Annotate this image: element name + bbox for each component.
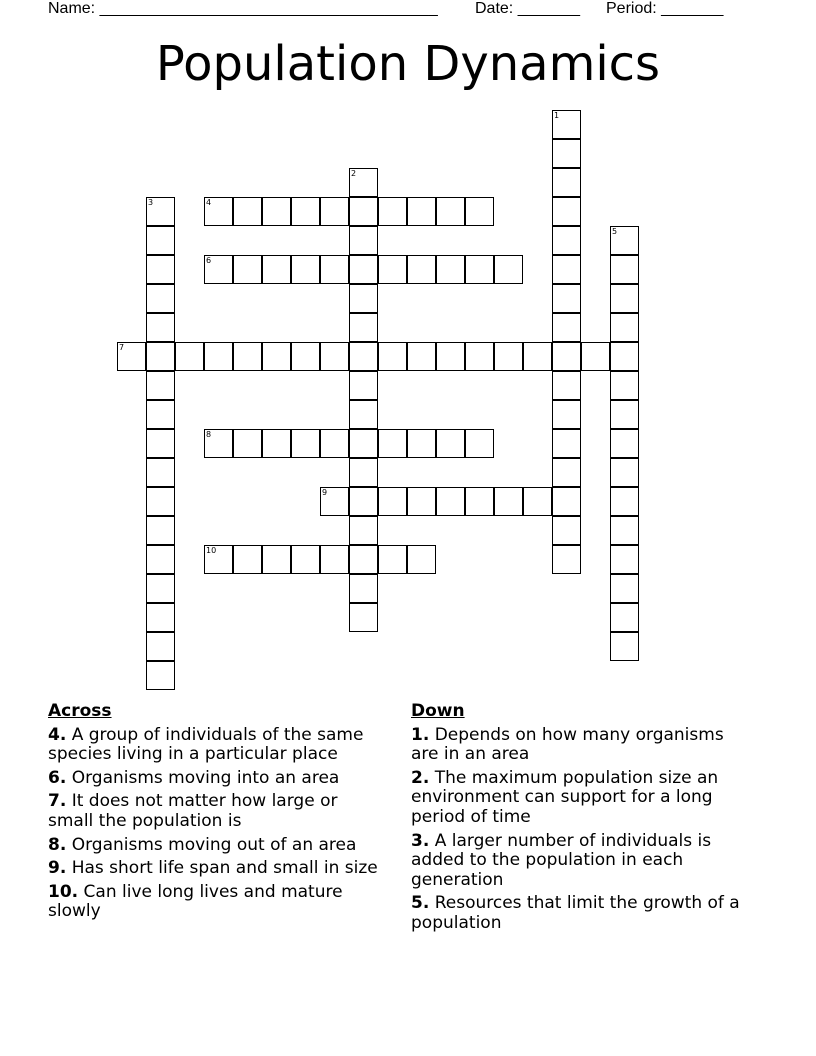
grid-cell[interactable] bbox=[146, 487, 175, 516]
grid-cell[interactable] bbox=[552, 139, 581, 168]
grid-cell[interactable] bbox=[552, 226, 581, 255]
clue-number-label: 6. bbox=[48, 767, 67, 788]
grid-cell[interactable] bbox=[407, 545, 436, 574]
down-clue bbox=[411, 769, 751, 828]
grid-cell[interactable] bbox=[407, 197, 436, 226]
grid-cell[interactable] bbox=[610, 371, 639, 400]
grid-cell[interactable] bbox=[436, 342, 465, 371]
down-clues bbox=[411, 702, 751, 938]
grid-cell[interactable] bbox=[349, 458, 378, 487]
down-clue bbox=[411, 894, 751, 933]
down-clue bbox=[411, 726, 751, 765]
grid-cell[interactable] bbox=[349, 400, 378, 429]
grid-cell[interactable] bbox=[436, 429, 465, 458]
clue-text: Can live long lives and mature slowly bbox=[48, 881, 343, 922]
grid-cell[interactable] bbox=[552, 255, 581, 284]
clue-text: It does not matter how large or small the population is bbox=[48, 791, 338, 831]
grid-cell[interactable] bbox=[262, 197, 291, 226]
clue-number: 7 bbox=[119, 343, 125, 352]
clue-number: 10 bbox=[206, 546, 217, 555]
grid-cell[interactable] bbox=[320, 487, 349, 516]
grid-cell[interactable] bbox=[436, 487, 465, 516]
grid-cell[interactable] bbox=[233, 429, 262, 458]
grid-cell[interactable] bbox=[146, 226, 175, 255]
grid-cell[interactable] bbox=[552, 197, 581, 226]
grid-cell[interactable] bbox=[552, 516, 581, 545]
grid-cell[interactable] bbox=[436, 255, 465, 284]
grid-cell[interactable] bbox=[407, 255, 436, 284]
down-heading: Down bbox=[411, 701, 465, 721]
grid-cell[interactable] bbox=[465, 429, 494, 458]
clue-number: 2 bbox=[351, 169, 357, 178]
grid-cell[interactable] bbox=[320, 197, 349, 226]
grid-cell[interactable] bbox=[262, 255, 291, 284]
clue-text: Organisms moving out of an area bbox=[66, 834, 357, 855]
grid-cell[interactable] bbox=[349, 168, 378, 197]
grid-cell[interactable] bbox=[610, 400, 639, 429]
grid-cell[interactable] bbox=[291, 197, 320, 226]
grid-cell[interactable] bbox=[523, 487, 552, 516]
clue-number-label: 4. bbox=[48, 724, 67, 745]
grid-cell[interactable] bbox=[494, 255, 523, 284]
grid-cell[interactable] bbox=[465, 342, 494, 371]
grid-cell[interactable] bbox=[146, 661, 175, 690]
grid-cell[interactable] bbox=[552, 168, 581, 197]
clue-number-label: 9. bbox=[48, 858, 67, 879]
grid-cell[interactable] bbox=[349, 574, 378, 603]
grid-cell[interactable] bbox=[407, 342, 436, 371]
grid-cell[interactable] bbox=[204, 342, 233, 371]
grid-cell[interactable] bbox=[465, 255, 494, 284]
clue-text: A larger number of individuals is added to the population in each generation bbox=[411, 830, 712, 890]
grid-cell[interactable] bbox=[204, 255, 233, 284]
grid-cell[interactable] bbox=[378, 429, 407, 458]
clue-text: The maximum population size an environment can support for a long period of time bbox=[411, 767, 719, 827]
grid-cell[interactable] bbox=[146, 516, 175, 545]
clue-text: Resources that limit the growth of a population bbox=[411, 893, 740, 933]
grid-cell[interactable] bbox=[146, 400, 175, 429]
clue-number-label: 7. bbox=[48, 791, 67, 812]
grid-cell[interactable] bbox=[610, 545, 639, 574]
grid-cell[interactable] bbox=[610, 487, 639, 516]
grid-cell[interactable] bbox=[610, 342, 639, 371]
grid-cell[interactable] bbox=[233, 342, 262, 371]
grid-cell[interactable] bbox=[610, 632, 639, 661]
grid-cell[interactable] bbox=[378, 197, 407, 226]
grid-cell[interactable] bbox=[291, 429, 320, 458]
grid-cell[interactable] bbox=[146, 197, 175, 226]
clue-text: Has short life span and small in size bbox=[66, 858, 378, 879]
grid-cell[interactable] bbox=[262, 545, 291, 574]
grid-cell[interactable] bbox=[610, 603, 639, 632]
grid-cell[interactable] bbox=[610, 255, 639, 284]
grid-cell[interactable] bbox=[175, 342, 204, 371]
grid-cell[interactable] bbox=[552, 284, 581, 313]
grid-cell[interactable] bbox=[552, 458, 581, 487]
grid-cell[interactable] bbox=[146, 371, 175, 400]
grid-cell[interactable] bbox=[610, 284, 639, 313]
grid-cell[interactable] bbox=[378, 545, 407, 574]
clue-text: Organisms moving into an area bbox=[66, 767, 340, 788]
grid-cell[interactable] bbox=[262, 429, 291, 458]
grid-cell[interactable] bbox=[407, 487, 436, 516]
grid-cell[interactable] bbox=[552, 400, 581, 429]
grid-cell[interactable] bbox=[552, 545, 581, 574]
clue-text: Depends on how many organisms are in an area bbox=[411, 724, 724, 765]
grid-cell[interactable] bbox=[494, 487, 523, 516]
grid-cell[interactable] bbox=[146, 632, 175, 661]
grid-cell[interactable] bbox=[204, 545, 233, 574]
grid-cell[interactable] bbox=[146, 255, 175, 284]
across-clues bbox=[48, 702, 388, 926]
across-clue bbox=[48, 836, 388, 856]
grid-cell[interactable] bbox=[552, 342, 581, 371]
grid-cell[interactable] bbox=[378, 342, 407, 371]
grid-cell[interactable] bbox=[349, 197, 378, 226]
grid-cell[interactable] bbox=[146, 603, 175, 632]
grid-cell[interactable] bbox=[117, 342, 146, 371]
clue-number: 6 bbox=[206, 256, 212, 265]
grid-cell[interactable] bbox=[349, 226, 378, 255]
grid-cell[interactable] bbox=[552, 429, 581, 458]
clue-number-label: 10. bbox=[48, 881, 79, 902]
clue-number-label: 2. bbox=[411, 767, 430, 788]
clue-number-label: 5. bbox=[411, 893, 430, 914]
grid-cell[interactable] bbox=[233, 545, 262, 574]
grid-cell[interactable] bbox=[349, 603, 378, 632]
grid-cell[interactable] bbox=[320, 545, 349, 574]
grid-cell[interactable] bbox=[349, 313, 378, 342]
across-clue bbox=[48, 883, 388, 922]
grid-cell[interactable] bbox=[610, 226, 639, 255]
grid-cell[interactable] bbox=[204, 429, 233, 458]
grid-cell[interactable] bbox=[146, 313, 175, 342]
grid-cell[interactable] bbox=[552, 487, 581, 516]
across-heading: Across bbox=[48, 701, 112, 721]
grid-cell[interactable] bbox=[291, 342, 320, 371]
grid-cell[interactable] bbox=[610, 313, 639, 342]
name-field-label[interactable]: Name: ______________________________________ bbox=[48, 0, 438, 17]
down-clue-list bbox=[411, 726, 751, 934]
grid-cell[interactable] bbox=[581, 342, 610, 371]
grid-cell[interactable] bbox=[378, 487, 407, 516]
grid-cell[interactable] bbox=[262, 342, 291, 371]
clue-number: 1 bbox=[554, 111, 560, 120]
clue-number: 9 bbox=[322, 488, 328, 497]
grid-cell[interactable] bbox=[233, 197, 262, 226]
grid-cell[interactable] bbox=[610, 516, 639, 545]
date-field-label[interactable]: Date: _______ bbox=[475, 0, 580, 17]
grid-cell[interactable] bbox=[349, 487, 378, 516]
grid-cell[interactable] bbox=[465, 197, 494, 226]
grid-cell[interactable] bbox=[146, 574, 175, 603]
grid-cell[interactable] bbox=[320, 342, 349, 371]
clue-number-label: 1. bbox=[411, 724, 430, 745]
grid-cell[interactable] bbox=[610, 458, 639, 487]
grid-cell[interactable] bbox=[349, 516, 378, 545]
across-clue bbox=[48, 859, 388, 879]
grid-cell[interactable] bbox=[552, 313, 581, 342]
grid-cell[interactable] bbox=[523, 342, 552, 371]
across-clue-list bbox=[48, 726, 388, 922]
grid-cell[interactable] bbox=[320, 255, 349, 284]
grid-cell[interactable] bbox=[291, 255, 320, 284]
worksheet-header bbox=[48, 0, 768, 20]
grid-cell[interactable] bbox=[407, 429, 436, 458]
across-clue bbox=[48, 726, 388, 765]
clue-text: A group of individuals of the same species living in a particular place bbox=[48, 724, 364, 765]
grid-cell[interactable] bbox=[204, 197, 233, 226]
grid-cell[interactable] bbox=[610, 429, 639, 458]
period-field-label[interactable]: Period: _______ bbox=[606, 0, 724, 17]
grid-cell[interactable] bbox=[610, 574, 639, 603]
grid-cell[interactable] bbox=[465, 487, 494, 516]
grid-cell[interactable] bbox=[146, 545, 175, 574]
grid-cell[interactable] bbox=[233, 255, 262, 284]
grid-cell[interactable] bbox=[146, 284, 175, 313]
grid-cell[interactable] bbox=[436, 197, 465, 226]
grid-cell[interactable] bbox=[349, 284, 378, 313]
grid-cell[interactable] bbox=[146, 342, 175, 371]
grid-cell[interactable] bbox=[552, 110, 581, 139]
grid-cell[interactable] bbox=[146, 429, 175, 458]
clue-number: 5 bbox=[612, 227, 618, 236]
grid-cell[interactable] bbox=[320, 429, 349, 458]
grid-cell[interactable] bbox=[349, 429, 378, 458]
grid-cell[interactable] bbox=[552, 371, 581, 400]
clue-number: 4 bbox=[206, 198, 212, 207]
clue-number: 8 bbox=[206, 430, 212, 439]
page-title: Population Dynamics bbox=[155, 36, 661, 92]
grid-cell[interactable] bbox=[349, 342, 378, 371]
grid-cell[interactable] bbox=[349, 545, 378, 574]
grid-cell[interactable] bbox=[349, 255, 378, 284]
grid-cell[interactable] bbox=[494, 342, 523, 371]
grid-cell[interactable] bbox=[291, 545, 320, 574]
across-clue bbox=[48, 792, 388, 831]
across-clue bbox=[48, 769, 388, 789]
down-clue bbox=[411, 832, 751, 891]
grid-cell[interactable] bbox=[146, 458, 175, 487]
grid-cell[interactable] bbox=[349, 371, 378, 400]
clue-number-label: 8. bbox=[48, 834, 67, 855]
clue-number: 3 bbox=[148, 198, 154, 207]
grid-cell[interactable] bbox=[378, 255, 407, 284]
clue-number-label: 3. bbox=[411, 830, 430, 851]
